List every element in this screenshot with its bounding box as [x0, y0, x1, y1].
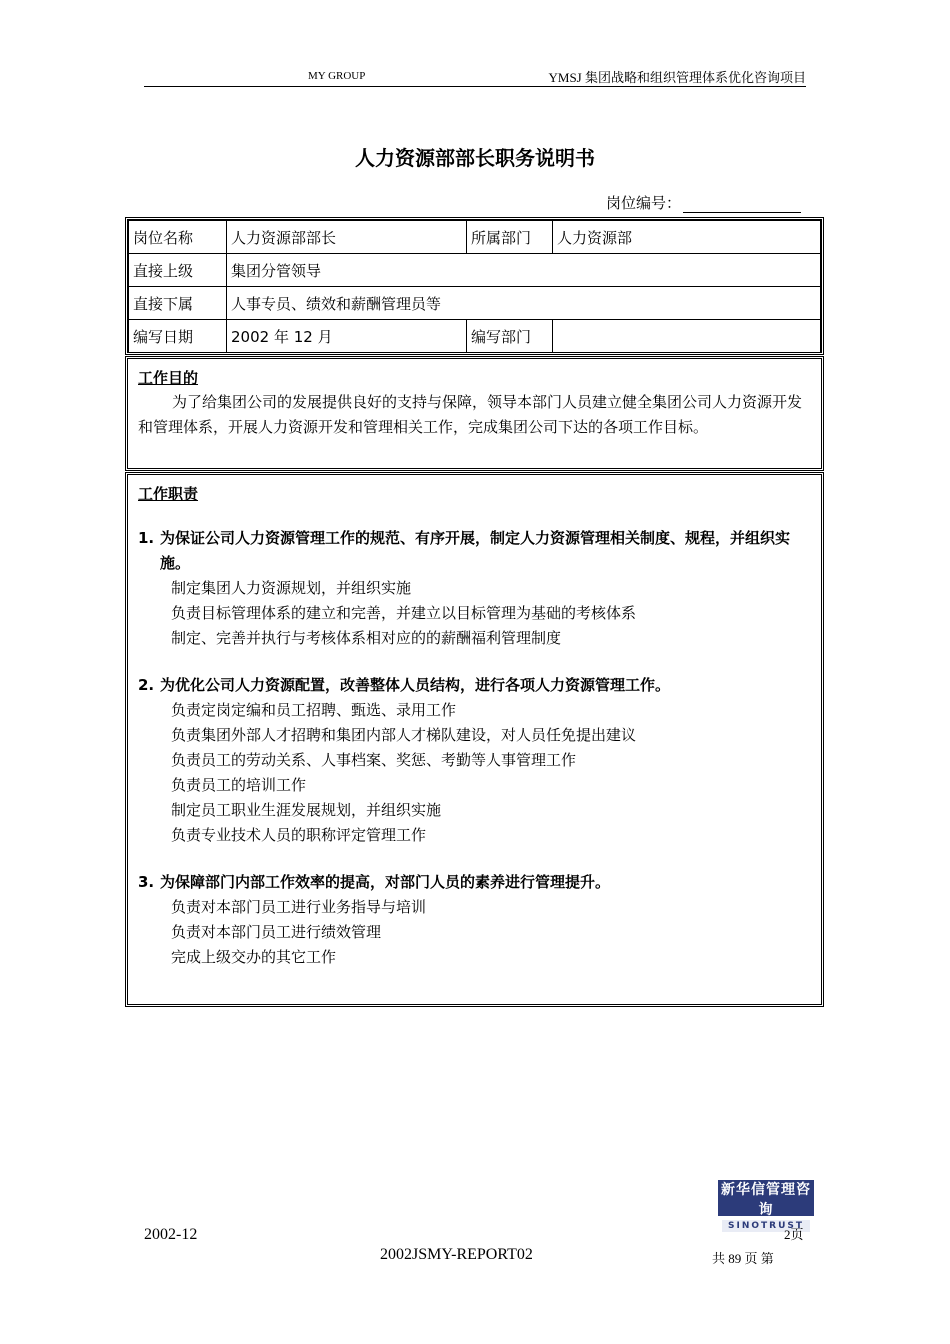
date-value: 2002 年 12 月 [227, 320, 467, 353]
duty-group-title: 3. 为保障部门内部工作效率的提高，对部门人员的素养进行管理提升。 [138, 873, 611, 891]
list-item: 制定集团人力资源规划，并组织实施 [171, 579, 412, 597]
footer-total: 共 89 页 第 [712, 1251, 774, 1266]
list-item: 负责定岗定编和员工招聘、甄选、录用工作 [171, 701, 457, 719]
header-right: YMSJ 集团战略和组织管理体系优化咨询项目 [548, 70, 806, 85]
purpose-text: 为了给集团公司的发展提供良好的支持与保障，领导本部门人员建立健全集团公司人力资源开发和管理体系，开展人力资源开发和管理相关工作，完成集团公司下达的各项工作目标。 [138, 393, 803, 436]
superior-label: 直接上级 [129, 254, 227, 287]
date-label: 编写日期 [129, 320, 227, 353]
duty-group-3 [138, 870, 811, 970]
duty-group-title: 2. 为优化公司人力资源配置，改善整体人员结构，进行各项人力资源管理工作。 [138, 676, 671, 694]
list-item: 完成上级交办的其它工作 [171, 948, 337, 966]
superior-value: 集团分管领导 [227, 254, 821, 287]
footer-page: 2页 [784, 1227, 804, 1242]
duties-heading: 工作职责 [138, 485, 199, 503]
list-item: 负责集团外部人才招聘和集团内部人才梯队建设，对人员任免提出建议 [171, 726, 637, 744]
dept-value: 人力资源部 [553, 221, 821, 254]
info-table [125, 217, 824, 355]
dept-label: 所属部门 [467, 221, 553, 254]
subordinate-label: 直接下属 [129, 287, 227, 320]
list-item: 负责目标管理体系的建立和完善，并建立以目标管理为基础的考核体系 [171, 604, 637, 622]
list-item: 负责专业技术人员的职称评定管理工作 [171, 826, 427, 844]
list-item: 负责对本部门员工进行绩效管理 [171, 923, 382, 941]
table-row [129, 221, 821, 254]
list-item: 制定、完善并执行与考核体系相对应的的薪酬福利管理制度 [171, 629, 562, 647]
list-item: 负责员工的劳动关系、人事档案、奖惩、考勤等人事管理工作 [171, 751, 577, 769]
table-row [129, 254, 821, 287]
duties-section [125, 472, 824, 1007]
header-left: MY GROUP [308, 70, 366, 82]
purpose-section [125, 356, 824, 471]
table-row [129, 320, 821, 353]
post-number [606, 192, 801, 213]
list-item: 负责员工的培训工作 [171, 776, 307, 794]
purpose-heading: 工作目的 [138, 369, 199, 387]
duty-group-title: 1. 为保证公司人力资源管理工作的规范、有序开展，制定人力资源管理相关制度、规程，并组织实施。 [138, 529, 791, 572]
footer-date: 2002-12 [144, 1226, 198, 1243]
page-header [144, 66, 806, 87]
writer-dept-value [553, 320, 821, 353]
name-label: 岗位名称 [129, 221, 227, 254]
duty-group-2 [138, 673, 811, 848]
table-row [129, 287, 821, 320]
footer-report: 2002JSMY-REPORT02 [380, 1246, 533, 1263]
post-number-blank [683, 197, 801, 213]
list-item: 负责对本部门员工进行业务指导与培训 [171, 898, 427, 916]
post-number-label: 岗位编号： [606, 194, 682, 212]
name-value: 人力资源部部长 [227, 221, 467, 254]
writer-dept-label: 编写部门 [467, 320, 553, 353]
list-item: 制定员工职业生涯发展规划，并组织实施 [171, 801, 442, 819]
sinotrust-logo: 新华信管理咨询 SINOTRUST [718, 1180, 814, 1216]
document-title: 人力资源部部长职务说明书 [355, 146, 595, 170]
duty-group-1 [138, 526, 811, 651]
subordinate-value: 人事专员、绩效和薪酬管理员等 [227, 287, 821, 320]
